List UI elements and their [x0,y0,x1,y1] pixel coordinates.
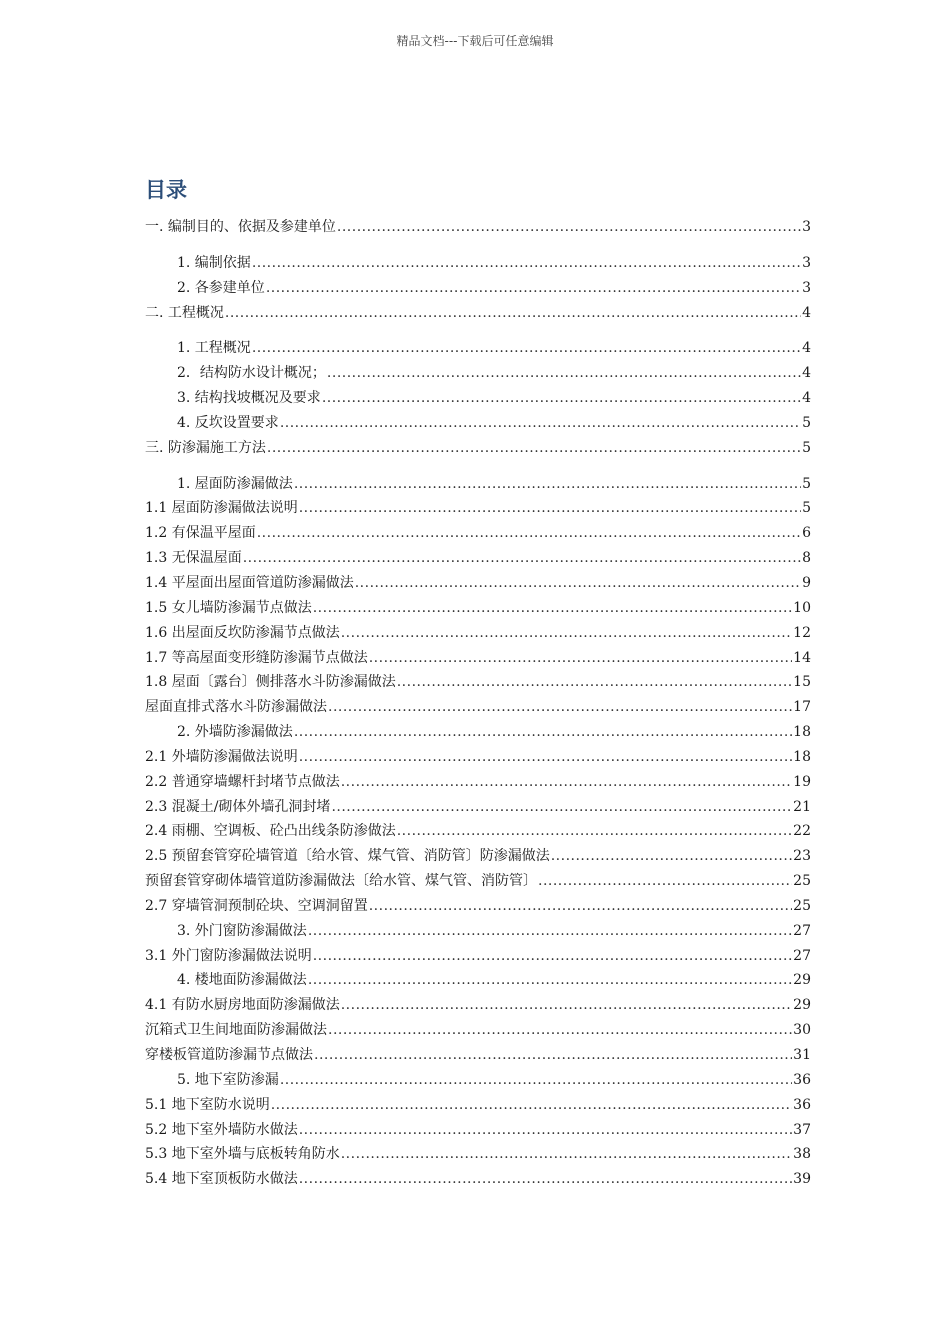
toc-entry[interactable] [145,304,811,329]
toc-entry-page: 27 [793,947,811,964]
dot-leader [538,872,792,890]
toc-entry-page: 18 [793,724,811,741]
toc-entry[interactable] [145,1145,811,1170]
toc-entry[interactable] [145,1096,811,1121]
dot-leader [308,922,792,940]
dot-leader [355,574,801,592]
toc-entry[interactable] [145,364,811,389]
toc-entry-label: 2．结构防水设计概况； [177,365,326,382]
toc-entry-page: 25 [793,873,811,890]
toc-entry[interactable] [145,1021,811,1046]
toc-entry-label: 2.1 外墙防渗漏做法说明 [145,748,298,765]
dot-leader [397,673,792,691]
toc-entry-label: 2. 外墙防渗漏做法 [177,724,293,741]
toc-entry-label: 5.4 地下室顶板防水做法 [145,1171,298,1188]
toc-entry[interactable] [145,1071,811,1096]
dot-leader [341,773,792,791]
toc-entry-label: 4. 反坎设置要求 [177,414,279,431]
toc-entry[interactable] [145,1170,811,1195]
dot-leader [267,439,801,457]
table-of-contents [145,218,811,1195]
toc-entry-label: 一. 编制目的、依据及参建单位 [145,219,336,235]
toc-entry-page: 36 [793,1071,811,1088]
toc-entry-label: 1.7 等高屋面变形缝防渗漏节点做法 [145,649,368,666]
toc-entry-page: 21 [793,798,811,815]
toc-entry[interactable] [145,499,811,524]
toc-entry-page: 39 [793,1171,811,1188]
toc-entry-page: 29 [793,972,811,989]
toc-entry[interactable] [145,748,811,773]
toc-entry[interactable] [145,822,811,847]
toc-entry-page: 30 [793,1022,811,1039]
toc-entry-label: 二. 工程概况 [145,304,224,321]
toc-entry-page: 4 [802,390,811,407]
toc-entry[interactable] [145,1046,811,1071]
dot-leader [225,304,801,322]
toc-entry-label: 4. 楼地面防渗漏做法 [177,972,307,989]
toc-entry[interactable] [145,549,811,574]
dot-leader [280,1071,792,1089]
toc-entry-label: 1. 屋面防渗漏做法 [177,475,293,492]
toc-entry-page: 5 [802,439,811,456]
dot-leader [252,339,801,357]
toc-entry-page: 10 [793,599,811,616]
dot-leader [328,1021,792,1039]
toc-entry[interactable] [145,254,811,279]
toc-entry-label: 预留套管穿砌体墙管道防渗漏做法〔给水管、煤气管、消防管〕 [145,873,537,890]
toc-entry-page: 23 [793,848,811,865]
toc-entry-label: 5.2 地下室外墙防水做法 [145,1121,298,1138]
toc-entry-page: 22 [793,823,811,840]
toc-entry[interactable] [145,339,811,364]
toc-entry-page: 5 [802,500,811,517]
toc-entry-page: 4 [802,304,811,321]
dot-leader [294,475,801,493]
toc-entry-label: 5.3 地下室外墙与底板转角防水 [145,1146,340,1163]
toc-entry[interactable] [145,922,811,947]
toc-entry-label: 1.8 屋面〔露台〕侧排落水斗防渗漏做法 [145,674,396,691]
toc-entry-label: 沉箱式卫生间地面防渗漏做法 [145,1022,327,1039]
dot-leader [551,847,792,865]
dot-leader [337,218,801,236]
dot-leader [313,947,792,965]
toc-entry-label: 穿楼板管道防渗漏节点做法 [145,1047,313,1063]
toc-entry[interactable] [145,872,811,897]
toc-entry[interactable] [145,773,811,798]
dot-leader [299,499,801,517]
dot-leader [341,996,792,1014]
toc-entry-page: 18 [793,748,811,765]
toc-entry-label: 3. 外门窗防渗漏做法 [177,922,307,939]
dot-leader [299,748,792,766]
toc-entry[interactable] [145,218,811,243]
toc-entry-page: 14 [793,649,811,666]
toc-entry-page: 15 [793,674,811,691]
toc-entry[interactable] [145,389,811,414]
toc-entry[interactable] [145,947,811,972]
toc-entry[interactable] [145,475,811,500]
toc-entry[interactable] [145,624,811,649]
toc-entry[interactable] [145,414,811,439]
toc-entry-label: 1. 编制依据 [177,254,251,271]
toc-entry-page: 4 [802,340,811,357]
toc-entry[interactable] [145,798,811,823]
toc-entry-page: 37 [793,1121,811,1138]
toc-entry-label: 1.4 平屋面出屋面管道防渗漏做法 [145,574,354,591]
toc-entry-page: 8 [802,550,811,567]
dot-leader [243,549,801,567]
dot-leader [299,1170,792,1188]
toc-entry-label: 2. 各参建单位 [177,279,265,296]
toc-entry[interactable] [145,524,811,549]
toc-entry-label: 4.1 有防水厨房地面防渗漏做法 [145,997,340,1014]
dot-leader [327,364,801,382]
toc-entry[interactable] [145,673,811,698]
toc-entry-label: 2.4 雨棚、空调板、砼凸出线条防渗做法 [145,823,396,840]
toc-entry-page: 3 [802,279,811,296]
toc-entry[interactable] [145,996,811,1021]
toc-entry-page: 29 [793,997,811,1014]
toc-entry-label: 2.5 预留套管穿砼墙管道〔给水管、煤气管、消防管〕防渗漏做法 [145,848,550,865]
toc-entry-label: 2.3 混凝土/砌体外墙孔洞封堵 [145,798,331,815]
toc-entry[interactable] [145,279,811,304]
dot-leader [280,414,801,432]
dot-leader [308,971,792,989]
toc-entry-label: 2.7 穿墙管洞预制砼块、空调洞留置 [145,897,368,914]
toc-entry-page: 3 [802,219,811,235]
dot-leader [271,1096,792,1114]
toc-entry-page: 27 [793,922,811,939]
dot-leader [252,254,801,272]
toc-entry-label: 1.2 有保温平屋面 [145,525,256,542]
toc-title: 目录 [145,178,187,202]
toc-entry-label: 5.1 地下室防水说明 [145,1096,270,1113]
dot-leader [341,624,792,642]
dot-leader [299,1121,792,1139]
page-header: 精品文档---下载后可任意编辑 [396,34,554,48]
dot-leader [313,599,792,617]
dot-leader [322,389,801,407]
toc-entry-label: 1.1 屋面防渗漏做法说明 [145,500,298,517]
toc-entry-label: 1.5 女儿墙防渗漏节点做法 [145,599,312,616]
dot-leader [294,723,792,741]
toc-entry-page: 31 [793,1047,811,1063]
toc-entry-page: 9 [802,574,811,591]
toc-entry-label: 3. 结构找坡概况及要求 [177,390,321,407]
toc-entry-page: 5 [802,475,811,492]
toc-entry-label: 屋面直排式落水斗防渗漏做法 [145,699,327,716]
toc-entry-page: 38 [793,1146,811,1163]
toc-entry-label: 三. 防渗漏施工方法 [145,439,266,456]
toc-entry-page: 4 [802,365,811,382]
toc-entry-page: 17 [793,699,811,716]
toc-entry-page: 36 [793,1096,811,1113]
dot-leader [314,1046,792,1064]
toc-entry[interactable] [145,897,811,922]
toc-entry-page: 5 [802,414,811,431]
toc-entry-page: 3 [802,254,811,271]
toc-entry[interactable] [145,599,811,624]
toc-entry[interactable] [145,1121,811,1146]
toc-entry[interactable] [145,574,811,599]
toc-entry-page: 6 [802,525,811,542]
toc-entry-label: 1.6 出屋面反坎防渗漏节点做法 [145,624,340,641]
toc-entry-page: 19 [793,773,811,790]
dot-leader [369,897,792,915]
dot-leader [266,279,801,297]
toc-entry-label: 1.3 无保温屋面 [145,550,242,567]
dot-leader [369,649,792,667]
dot-leader [257,524,801,542]
toc-entry-label: 1. 工程概况 [177,340,251,357]
toc-entry-page: 12 [793,624,811,641]
dot-leader [331,798,792,816]
toc-entry[interactable] [145,847,811,872]
toc-entry[interactable] [145,439,811,464]
toc-entry[interactable] [145,649,811,674]
dot-leader [328,698,792,716]
toc-entry[interactable] [145,698,811,723]
toc-entry-page: 25 [793,897,811,914]
toc-entry-label: 3.1 外门窗防渗漏做法说明 [145,947,312,964]
dot-leader [397,822,792,840]
toc-entry[interactable] [145,723,811,748]
toc-entry-label: 2.2 普通穿墙螺杆封堵节点做法 [145,773,340,790]
dot-leader [341,1145,792,1163]
toc-entry[interactable] [145,971,811,996]
toc-entry-label: 5. 地下室防渗漏 [177,1071,279,1088]
